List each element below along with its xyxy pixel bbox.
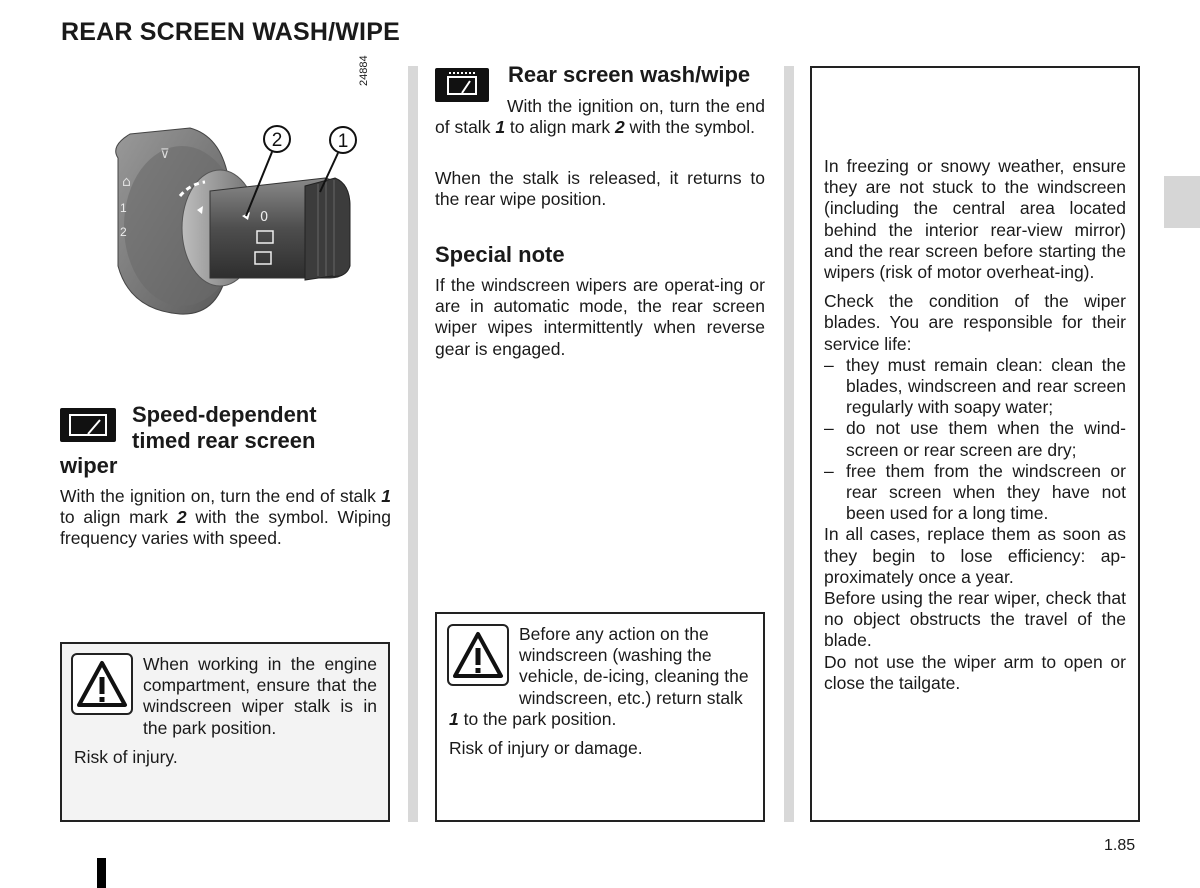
care-para-replace: In all cases, replace them as soon as they begin to lose efficiency: ap-proximately once a year.	[824, 524, 1126, 587]
column-separator-left	[408, 66, 418, 822]
speed-heading-line3: wiper	[60, 453, 118, 478]
callout-2: 2	[271, 130, 283, 151]
care-para-freezing: In freezing or snowy weather, ensure they are not stuck to the windscreen (including the central area located behind the interior rear-view mirror) and the rear screen before starting the wipers (risk of motor overheat-ing).	[824, 156, 1126, 283]
figure-ref-number: 24884	[358, 55, 370, 86]
bottom-edge-bar	[97, 858, 106, 888]
care-para-condition: Check the condition of the wiper blades. You are responsible for their service life:	[824, 291, 1126, 354]
list-item: – free them from the windscreen or rear screen when they have not been used for a long time.	[824, 460, 1126, 524]
callout-1: 1	[337, 131, 349, 152]
list-item: – they must remain clean: clean the blades, windscreen and rear screen regularly with soapy water;	[824, 354, 1126, 418]
warning-engine-risk: Risk of injury.	[74, 747, 178, 767]
stalk-position-1: 1	[120, 201, 127, 215]
svg-text:0: 0	[260, 210, 269, 225]
wiper-care-box	[810, 66, 1140, 822]
speed-body: With the ignition on, turn the end of stalk 1 to align mark 2 with the symbol. Wiping frequency varies with speed.	[60, 486, 391, 549]
page-title: REAR SCREEN WASH/WIPE	[61, 18, 400, 46]
special-note-heading: Special note	[435, 242, 565, 267]
chapter-tab-marker	[1164, 176, 1200, 228]
care-para-tailgate: Do not use the wiper arm to open or close the tailgate.	[824, 651, 1126, 693]
svg-text:⌂: ⌂	[122, 174, 131, 190]
column-separator-right	[784, 66, 794, 822]
warning-action-risk: Risk of injury or damage.	[449, 738, 643, 758]
wash-heading: Rear screen wash/wipe	[508, 62, 751, 87]
stalk-position-2: 2	[120, 225, 127, 239]
speed-heading-line1: Speed-dependent	[132, 402, 317, 427]
rear-wiper-symbol-icon	[60, 408, 116, 442]
svg-text:⊽: ⊽	[160, 147, 170, 162]
page-number: 1.85	[1104, 837, 1136, 854]
warning-box-engine	[60, 642, 390, 822]
list-item: – do not use them when the wind-screen or rear screen are dry;	[824, 418, 1126, 460]
warning-triangle-icon	[71, 653, 133, 715]
wash-body-1: With the ignition on, turn the end of stalk 1 to align mark 2 with the symbol.	[435, 96, 765, 138]
warning-engine-text: When working in the engine compartment, ensure that the windscreen wiper stalk is in the park position.	[143, 654, 377, 738]
wiper-stalk-figure	[100, 66, 390, 326]
warning-box-action	[435, 612, 765, 822]
special-note-body: If the windscreen wipers are operat-ing or are in automatic mode, the rear screen wiper wipes intermittently when reverse gear is engaged.	[435, 275, 765, 359]
wiper-stalk-illustration	[100, 66, 390, 326]
care-para-obstruction: Before using the rear wiper, check that no object obstructs the travel of the blade.	[824, 588, 1126, 651]
care-list	[824, 355, 1126, 525]
warning-action-text: Before any action on the windscreen (washing the vehicle, de-icing, cleaning the windscreen, etc.) return stalk 1 to the park position.	[449, 624, 749, 729]
wash-body-2: When the stalk is released, it returns to the rear wipe position.	[435, 168, 765, 210]
speed-heading-line2: timed rear screen	[132, 428, 316, 453]
